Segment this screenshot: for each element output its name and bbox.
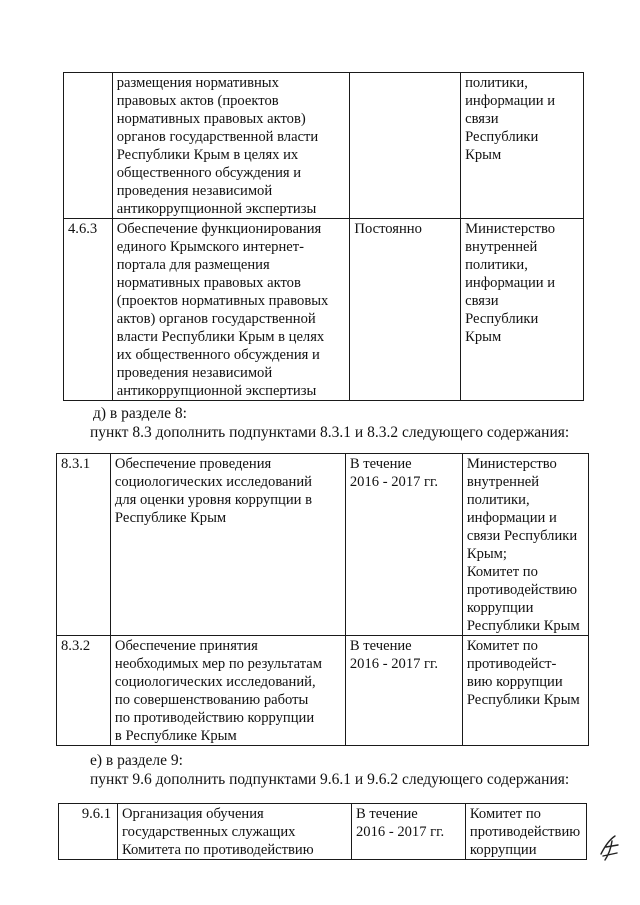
measure-executor: Министерство внутренней политики, информации и связи Республики Крым [461, 219, 584, 401]
section-e-text: пункт 9.6 дополнить подпунктами 9.6.1 и 9.6.2 следующего содержания: [90, 771, 570, 788]
table-row [64, 73, 584, 219]
section-d-heading: д) в разделе 8: [93, 405, 187, 422]
item-number: 8.3.2 [57, 636, 111, 746]
item-number: 8.3.1 [57, 454, 111, 636]
section-d-text: пункт 8.3 дополнить подпунктами 8.3.1 и 8.3.2 следующего содержания: [90, 424, 570, 441]
item-number: 9.6.1 [59, 804, 118, 860]
section-e-heading: е) в разделе 9: [90, 752, 183, 769]
measure-term: В течение 2016 - 2017 гг. [345, 454, 462, 636]
table-row [57, 636, 589, 746]
table-row [59, 804, 587, 860]
item-number [64, 73, 113, 219]
measure-term: В течение 2016 - 2017 гг. [345, 636, 462, 746]
measures-table-section-9 [58, 803, 587, 860]
measure-description: размещения нормативных правовых актов (проектов нормативных правовых актов) органов государственной власти Республики Крым в целях их общественного обсуждения и проведения независимой антикоррупционной экспертизы [112, 73, 350, 219]
measure-description: Обеспечение функционирования единого Крымского интернет- портала для размещения нормативных правовых актов (проектов нормативных правовых актов) органов государственной власти Республики Крым в целях их общественного обсуждения и проведения независимой антикоррупционной экспертизы [112, 219, 350, 401]
measure-term: Постоянно [350, 219, 461, 401]
table-row [57, 454, 589, 636]
measure-description: Обеспечение принятия необходимых мер по результатам социологических исследований, по совершенствованию работы по противодействию коррупции в Республике Крым [110, 636, 345, 746]
measure-executor: политики, информации и связи Республики Крым [461, 73, 584, 219]
measures-table-section-4 [63, 72, 584, 401]
measure-executor: Комитет по противодейст- вию коррупции Республики Крым [462, 636, 588, 746]
measure-term [350, 73, 461, 219]
measure-term: В течение 2016 - 2017 гг. [351, 804, 465, 860]
measure-executor: Комитет по противодействию коррупции [465, 804, 586, 860]
measure-executor: Министерство внутренней политики, информации и связи Республики Крым; Комитет по противодействию коррупции Республики Крым [462, 454, 588, 636]
item-number: 4.6.3 [64, 219, 113, 401]
measure-description: Организация обучения государственных служащих Комитета по противодействию [118, 804, 352, 860]
measures-table-section-8 [56, 453, 589, 746]
handwritten-initials-icon [597, 832, 623, 862]
table-row [64, 219, 584, 401]
measure-description: Обеспечение проведения социологических исследований для оценки уровня коррупции в Республике Крым [110, 454, 345, 636]
